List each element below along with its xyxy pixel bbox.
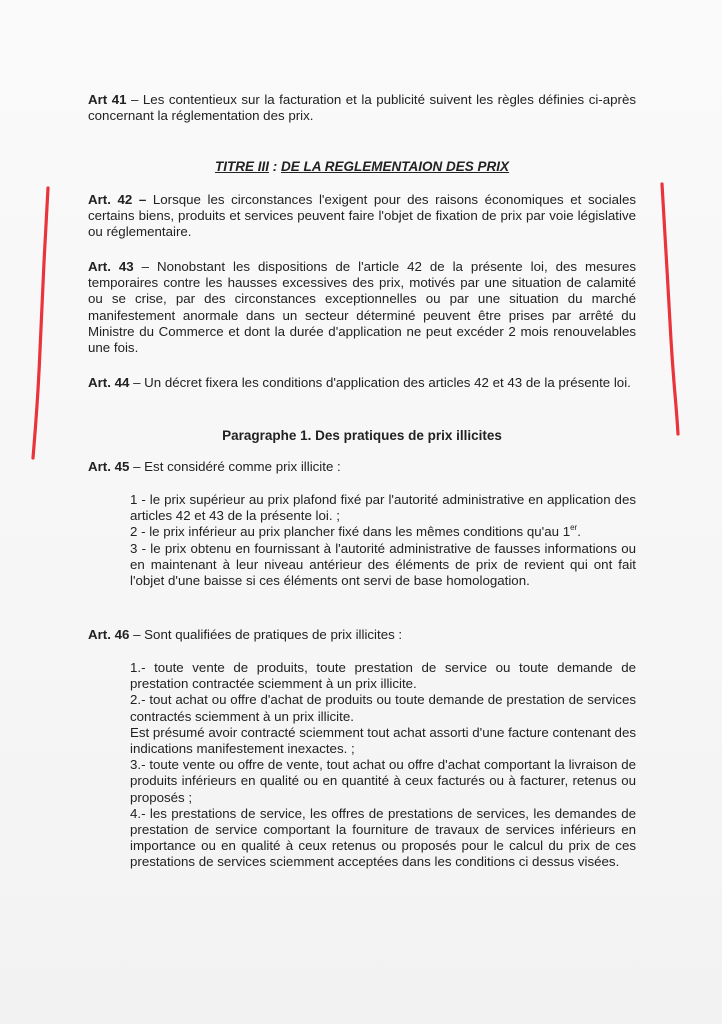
list-item: 1.- toute vente de produits, toute prestation de service ou toute demande de prestation contractée sciemment à un prix illicite. [130, 660, 636, 692]
list-item: 3 - le prix obtenu en fournissant à l'autorité administrative de fausses informations ou en maintenant à leur niveau antérieur des éléments de prix de revient qui ont fait l'objet d'une baisse si ces éléments ont servi de base homologation. [130, 540, 636, 589]
article-43-text: – Nonobstant les dispositions de l'article 42 de la présente loi, des mesures temporaires contre les hausses excessives des prix, motivés par une situation de calamité ou se crise, par des circonstances exceptionnelles ou par une situation du marché manifestement anormale dans un secteur déterminé peuvent être prises par arrêté du Ministre du Commerce et dont la durée d'application ne peut excéder 2 mois renouvelables une fois. [88, 259, 636, 356]
titre-title: DE LA REGLEMENTAION DES PRIX [280, 159, 510, 174]
list-item: 3.- toute vente ou offre de vente, tout achat ou offre d'achat comportant la livraison de produits inférieurs en qualité ou en quantité à ceux facturés ou à facturer, retenus ou proposés ; [130, 757, 636, 805]
article-41-text: – Les contentieux sur la facturation et la publicité suivent les règles définies ci-après concernant la réglementation des prix. [88, 92, 636, 124]
article-46-text: – Sont qualifiées de pratiques de prix illicites : [129, 627, 403, 642]
list-item-end: . [577, 524, 581, 540]
paragraph-1-heading: Paragraphe 1. Des pratiques de prix illicites [222, 428, 502, 443]
list-item-text: 2 - le prix inférieur au prix plancher fixé dans les mêmes conditions qu'au 1 [130, 524, 571, 540]
superscript: er [570, 523, 578, 533]
article-42-text: Lorsque les circonstances l'exigent pour des raisons économiques et sociales certains biens, produits et services peuvent faire l'objet de fixation de prix par voie législative ou réglementaire. [88, 192, 636, 240]
article-42-label: Art. 42 – [88, 192, 147, 207]
article-45-text: – Est considéré comme prix illicite : [129, 459, 341, 474]
left-margin-mark [33, 188, 48, 458]
article-44-text: – Un décret fixera les conditions d'application des articles 42 et 43 de la présente loi. [129, 375, 631, 390]
article-43-label: Art. 43 [88, 259, 134, 274]
right-margin-mark [662, 184, 678, 434]
list-item: 1 - le prix supérieur au prix plafond fixé par l'autorité administrative en application des articles 42 et 43 de la présente loi. ; [130, 492, 636, 524]
article-44-label: Art. 44 [88, 375, 130, 390]
titre-separator: : [268, 159, 281, 174]
titre-prefix: TITRE III [214, 159, 269, 174]
article-41-label: Art 41 [88, 92, 127, 107]
list-item: 2.- tout achat ou offre d'achat de produits ou toute demande de prestation de services contractés sciemment à un prix illicite. [130, 692, 636, 724]
article-46-label: Art. 46 [88, 627, 130, 642]
article-45-label: Art. 45 [88, 459, 130, 474]
list-item: Est présumé avoir contracté sciemment tout achat assorti d'une facture contenant des indications manifestement inexactes. ; [130, 724, 636, 757]
list-item: 4.- les prestations de service, les offres de prestations de services, les demandes de prestation de service comportant la fourniture de travaux de services inférieurs en importance ou en qualité à ceux retenus ou proposés pour le calcul du prix de ces prestations de services sciemment acceptées dans les conditions ci dessus visées. [130, 805, 636, 870]
